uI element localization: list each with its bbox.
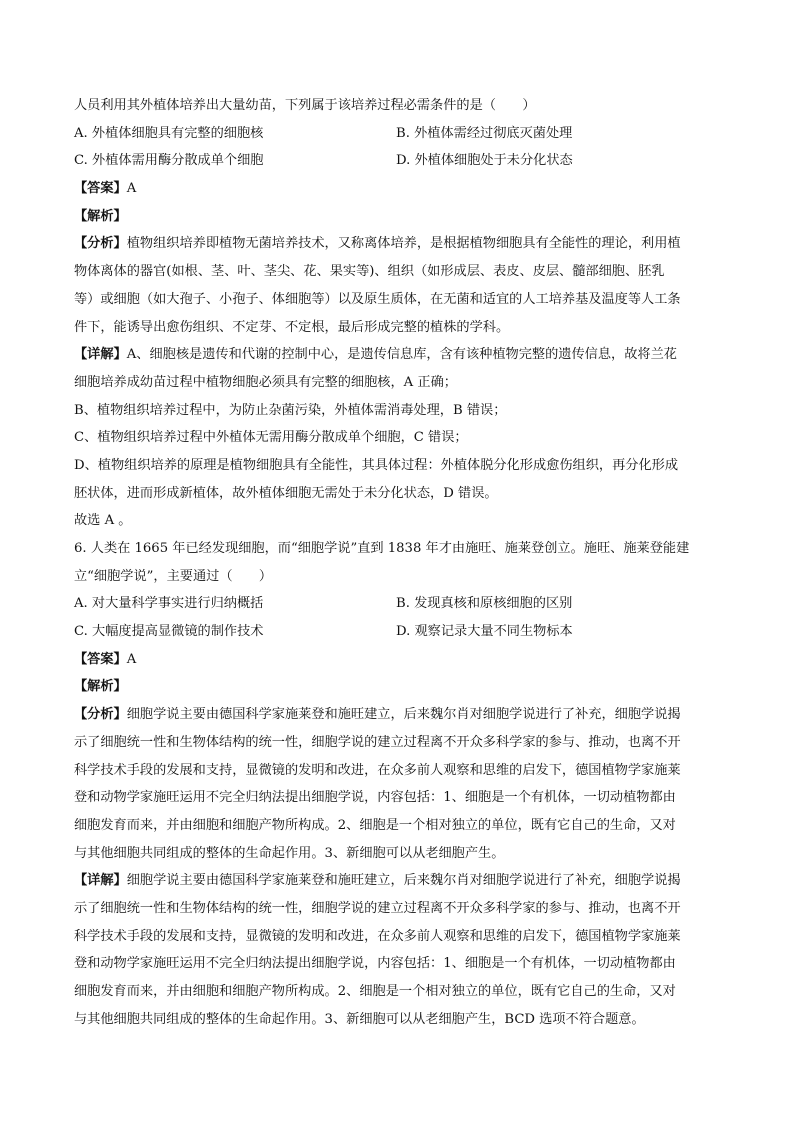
detail-line: B、植物组织培养过程中，为防止杂菌污染，外植体需消毒处理，B 错误； xyxy=(74,402,507,418)
q5-options-row-2 xyxy=(74,147,724,175)
analysis-line: 与其他细胞共同组成的整体的生命起作用。3、新细胞可以从老细胞产生。 xyxy=(74,845,505,861)
q6-analysis xyxy=(74,701,724,867)
q5-option-a: A. 外植体细胞具有完整的细胞核 xyxy=(74,125,264,141)
q6-stem-line: 立“细胞学说”，主要通过（ ） xyxy=(74,568,273,584)
q5-detail xyxy=(74,341,724,507)
q6-jiexi xyxy=(74,673,724,701)
document-page xyxy=(74,92,724,1033)
q6-option-c: C. 大幅度提高显微镜的制作技术 xyxy=(74,624,264,640)
detail-line: 与其他细胞共同组成的整体的生命起作用。3、新细胞可以从老细胞产生，BCD 选项不符合题意。 xyxy=(74,1011,645,1027)
q6-stem-line: 6. 人类在 1665 年已经发现细胞，而“细胞学说”直到 1838 年才由施旺、施莱登创立。施旺、施莱登能建 xyxy=(74,541,690,556)
q6-option-b: B. 发现真核和原核细胞的区别 xyxy=(396,596,573,612)
answer-tag: 【答案】 xyxy=(74,181,127,197)
jiexi-tag: 【解析】 xyxy=(74,208,127,224)
answer-value: A xyxy=(126,651,137,667)
analysis-line: 等）或细胞（如大孢子、小孢子、体细胞等）以及原生质体，在无菌和适宜的人工培养基及温度等人工条 xyxy=(74,291,681,307)
q6-answer xyxy=(74,646,724,674)
q5-answer xyxy=(74,175,724,203)
detail-line: 登和动物学家施旺运用不完全归纳法提出细胞学说，内容包括：1、细胞是一个有机体，一切动植物都由 xyxy=(74,956,676,972)
q6-detail xyxy=(74,867,724,1033)
answer-tag: 【答案】 xyxy=(74,651,127,667)
detail-line: D、植物组织培养的原理是植物细胞具有全能性，其具体过程：外植体脱分化形成愈伤组织，再分化形成 xyxy=(74,457,679,473)
detail-line: 细胞培养成幼苗过程中植物细胞必须具有完整的细胞核，A 正确； xyxy=(74,374,457,390)
detail-line: A、细胞核是遗传和代谢的控制中心，是遗传信息库，含有该种植物完整的遗传信息，故将兰花 xyxy=(126,347,677,363)
analysis-tag: 【分析】 xyxy=(74,707,127,723)
detail-tag: 【详解】 xyxy=(74,347,127,363)
analysis-line: 植物组织培养即植物无菌培养技术，又称离体培养，是根据植物细胞具有全能性的理论，利用植 xyxy=(126,236,681,252)
analysis-line: 登和动物学家施旺运用不完全归纳法提出细胞学说，内容包括：1、细胞是一个有机体，一切动植物都由 xyxy=(74,790,676,806)
q6-option-a: A. 对大量科学事实进行归纳概括 xyxy=(74,596,264,612)
q6-option-d: D. 观察记录大量不同生物标本 xyxy=(396,624,573,640)
jiexi-tag: 【解析】 xyxy=(74,679,127,695)
q5-option-c: C. 外植体需用酶分散成单个细胞 xyxy=(74,153,264,169)
analysis-line: 示了细胞统一性和生物体结构的统一性，细胞学说的建立过程离不开众多科学家的参与、推动，也离不开 xyxy=(74,734,681,750)
analysis-line: 物体离体的器官(如根、茎、叶、茎尖、花、果实等)、组织（如形成层、表皮、皮层、髓部细胞、胚乳 xyxy=(74,264,665,280)
q5-option-b: B. 外植体需经过彻底灭菌处理 xyxy=(396,125,573,141)
q5-options-row-1 xyxy=(74,120,724,148)
analysis-line: 科学技术手段的发展和支持，显微镜的发明和改进，在众多前人观察和思维的启发下，德国植物学家施莱 xyxy=(74,762,681,778)
q5-stem: 人员利用其外植体培养出大量幼苗，下列属于该培养过程必需条件的是（ ） xyxy=(74,98,536,113)
answer-value: A xyxy=(126,181,137,197)
q5-jiexi xyxy=(74,203,724,231)
detail-line: C、植物组织培养过程中外植体无需用酶分散成单个细胞，C 错误； xyxy=(74,430,468,446)
detail-line: 示了细胞统一性和生物体结构的统一性，细胞学说的建立过程离不开众多科学家的参与、推动，也离不开 xyxy=(74,900,681,916)
q6-options-row-1 xyxy=(74,590,724,618)
q5-conclusion: 故选 A 。 xyxy=(74,513,132,529)
detail-tag: 【详解】 xyxy=(74,873,127,889)
analysis-line: 细胞发育而来，并由细胞和细胞产物所构成。2、细胞是一个相对独立的单位，既有它自己的生命，又对 xyxy=(74,817,676,833)
detail-line: 细胞学说主要由德国科学家施莱登和施旺建立，后来魏尔肖对细胞学说进行了补充，细胞学说揭 xyxy=(126,873,681,889)
q5-option-d: D. 外植体细胞处于未分化状态 xyxy=(396,153,573,169)
detail-line: 细胞发育而来，并由细胞和细胞产物所构成。2、细胞是一个相对独立的单位，既有它自己的生命，又对 xyxy=(74,984,676,999)
analysis-tag: 【分析】 xyxy=(74,236,127,252)
q6-options-row-2 xyxy=(74,618,724,646)
detail-line: 胚状体，进而形成新植体，故外植体细胞无需处于未分化状态，D 错误。 xyxy=(74,485,498,501)
analysis-line: 细胞学说主要由德国科学家施莱登和施旺建立，后来魏尔肖对细胞学说进行了补充，细胞学说揭 xyxy=(126,707,681,723)
q5-analysis xyxy=(74,230,724,341)
analysis-line: 件下，能诱导出愈伤组织、不定芽、不定根，最后形成完整的植株的学科。 xyxy=(74,319,510,335)
detail-line: 科学技术手段的发展和支持，显微镜的发明和改进，在众多前人观察和思维的启发下，德国植物学家施莱 xyxy=(74,928,681,944)
